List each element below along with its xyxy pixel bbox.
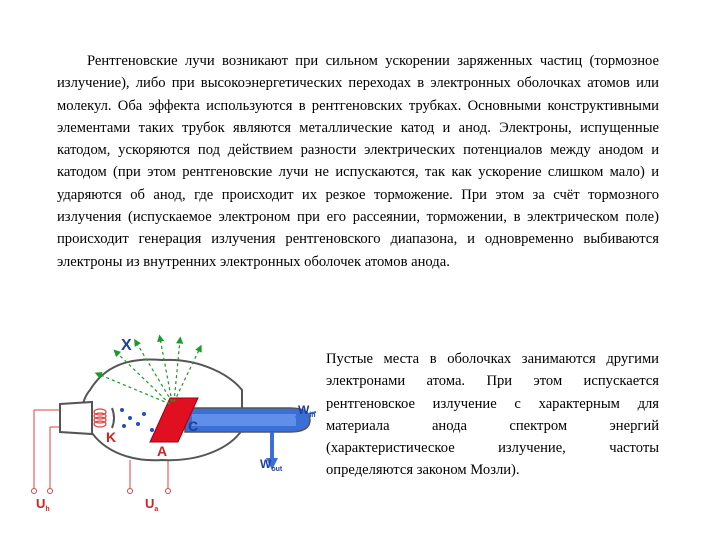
label-x: X — [121, 337, 132, 354]
xray-tube-diagram — [20, 330, 320, 535]
label-u-h: $U_h$ — [36, 496, 50, 513]
label-w-in: $W_{in}$ — [298, 403, 316, 419]
label-k: K — [106, 429, 117, 445]
anode-channel-inner — [192, 414, 296, 426]
label-w-out: $W_{out}$ — [260, 457, 283, 473]
bulb-left-neck — [60, 402, 92, 434]
label-c: C — [188, 418, 199, 434]
side-paragraph: Пустые места в оболочках занимаются другими электронами атома. При этом испускается рентгеновское излучение с характерным для материала анода спектром энергий (характеристическое излучение, частоты определяются законом Мозли). — [326, 351, 659, 479]
terminals — [32, 489, 171, 494]
main-paragraph: Рентгеновские лучи возникают при сильном ускорении заряженных частиц (тормозное излучение), либо при высокоэнергетических переходах в электронных оболочках атомов или молекул. Оба эффекта используются в рентгеновских трубках. Основными конструктивными элементами таких трубок являются металлические катод и анод. Электроны, испущенные катодом, ускоряются под действием разности электрических потенциалов между анодом и катодом (при этом рентгеновские лучи не испускаются, так как ускорение слишком мало) и ударяются об анод, где происходит их резкое торможение. При этом за счёт тормозного излучения (испускаемое электроном при его рассеянии, торможении, в электрическом поле) происходит генерация излучения рентгеновского диапазона, и одновременно выбиваются электроны из внутренних электронных оболочек атомов анода. — [57, 53, 659, 270]
label-u-a: $U_a$ — [145, 496, 159, 513]
label-a: A — [157, 443, 168, 459]
